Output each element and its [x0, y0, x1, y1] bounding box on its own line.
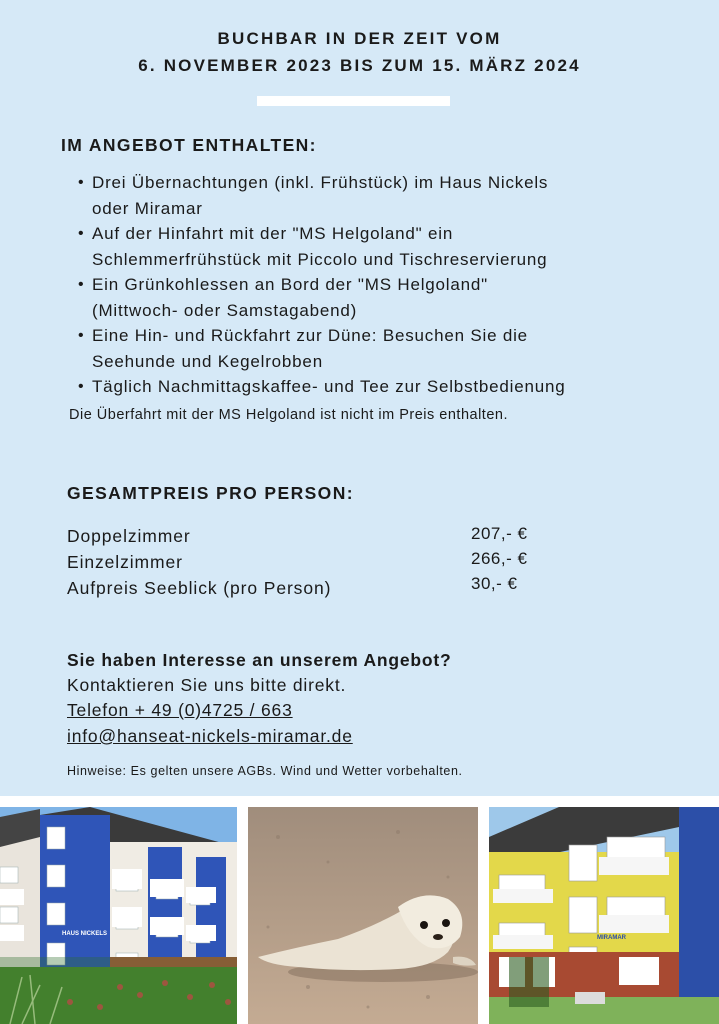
booking-period-line-1: BUCHBAR IN DER ZEIT VOM: [217, 29, 502, 48]
offer-item-line: Seehunde und Kegelrobben: [92, 351, 323, 371]
offer-item: [92, 374, 692, 400]
price-value-seaview: 30,- €: [471, 574, 518, 593]
ferry-note: Die Überfahrt mit der MS Helgoland ist nicht im Preis enthalten.: [69, 407, 508, 423]
price-label-single: Einzelzimmer: [67, 552, 183, 572]
haus-nickels-sign: HAUS NICKELS: [62, 931, 108, 937]
booking-period-line-2: 6. NOVEMBER 2023 BIS ZUM 15. MÄRZ 2024: [138, 56, 581, 75]
offer-item-line: • Eine Hin- und Rückfahrt zur Düne: Besuchen Sie die: [92, 326, 528, 345]
offer-item: [92, 221, 692, 272]
offer-item-line: • Ein Grünkohlessen an Bord der "MS Helgoland": [92, 275, 488, 294]
offer-item: [92, 323, 692, 374]
offer-item: [92, 170, 692, 221]
phone-link[interactable]: Telefon + 49 (0)4725 / 663: [67, 700, 293, 720]
offer-item: [92, 272, 692, 323]
pricing-title: GESAMTPREIS PRO PERSON:: [67, 483, 354, 503]
offer-title: IM ANGEBOT ENTHALTEN:: [61, 135, 317, 155]
offer-item-line: (Mittwoch- oder Samstagabend): [92, 300, 358, 320]
contact-prompt: Kontaktieren Sie uns bitte direkt.: [67, 675, 347, 695]
terms-hint: Hinweise: Es gelten unsere AGBs. Wind und Wetter vorbehalten.: [67, 764, 463, 778]
offer-list: [66, 170, 692, 400]
offer-item-line: • Täglich Nachmittagskaffee- und Tee zur Selbstbedienung: [92, 377, 566, 396]
price-value-single: 266,- €: [471, 549, 528, 568]
photo-miramar: [489, 807, 719, 1024]
photo-seal: [248, 807, 478, 1024]
price-label-seaview: Aufpreis Seeblick (pro Person): [67, 578, 332, 598]
price-label-double: Doppelzimmer: [67, 526, 191, 546]
miramar-sign: MIRAMAR: [597, 935, 626, 941]
photo-haus-nickels: [0, 807, 237, 1024]
contact-question: Sie haben Interesse an unserem Angebot?: [67, 650, 452, 670]
email-link[interactable]: info@hanseat-nickels-miramar.de: [67, 726, 353, 746]
offer-item-line: • Auf der Hinfahrt mit der "MS Helgoland" ein: [92, 224, 454, 243]
offer-item-line: oder Miramar: [92, 198, 203, 218]
offer-item-line: Schlemmerfrühstück mit Piccolo und Tischreservierung: [92, 249, 548, 269]
offer-item-line: • Drei Übernachtungen (inkl. Frühstück) im Haus Nickels: [92, 173, 549, 192]
divider: [257, 96, 450, 106]
price-value-double: 207,- €: [471, 524, 528, 543]
